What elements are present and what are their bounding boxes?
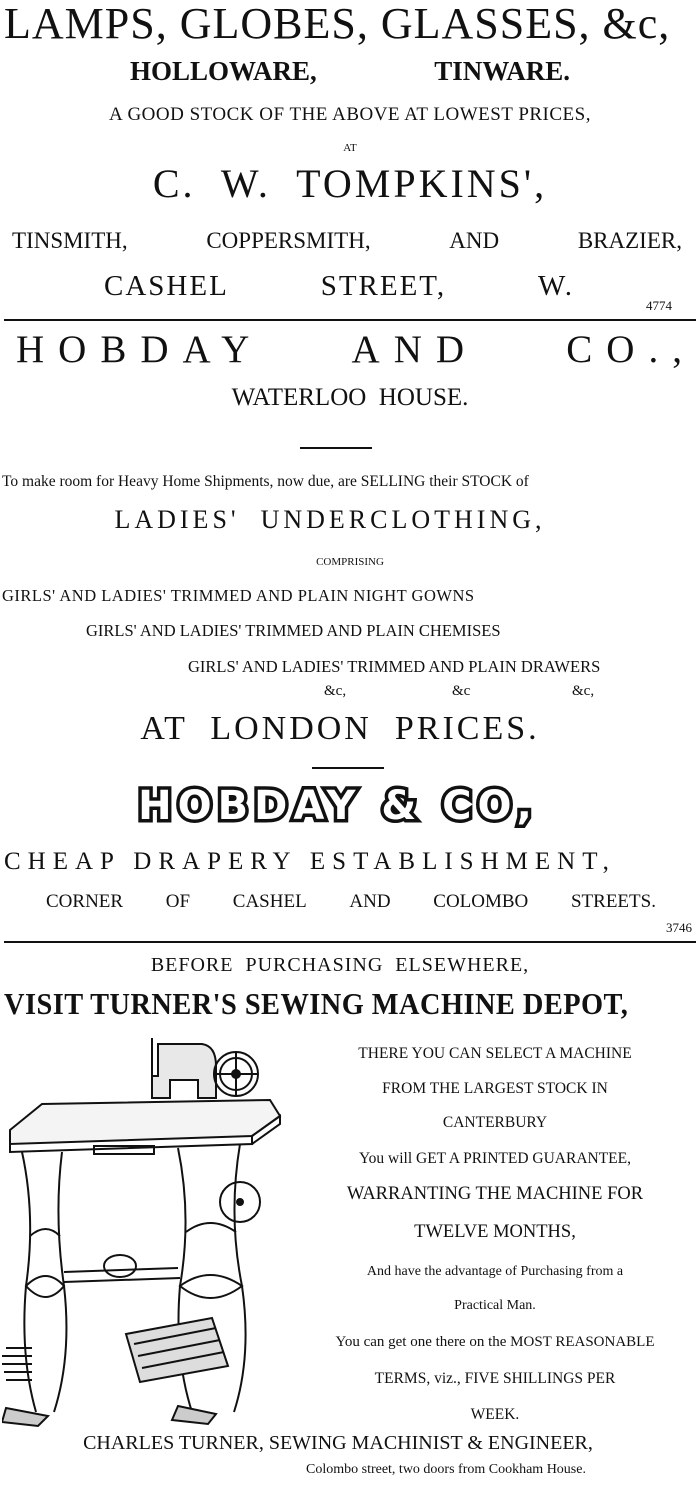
ad3-body-line-3: CANTERBURY	[442, 1114, 548, 1131]
ad2-item-1: GIRLS' AND LADIES' TRIMMED AND PLAIN NIGHT GOWNS	[2, 586, 475, 605]
ad1-subheadline	[130, 56, 570, 87]
trade-tinsmith: TINSMITH,	[12, 228, 128, 253]
corner-word-6: STREETS.	[570, 891, 656, 912]
ad3-lead: BEFORE PURCHASING ELSEWHERE,	[150, 954, 530, 976]
ad3-body-line-8: Practical Man.	[454, 1298, 536, 1313]
ad3-body-line-10: TERMS, viz., FIVE SHILLINGS PER	[374, 1370, 616, 1387]
ad3-location: Colombo street, two doors from Cookham House.	[306, 1462, 586, 1477]
ad3-body-line-2: FROM THE LARGEST STOCK IN	[382, 1080, 608, 1097]
etc-3: &c,	[572, 683, 595, 699]
ad3-body-line-1: THERE YOU CAN SELECT A MACHINE	[358, 1045, 632, 1062]
ad2-prices: AT LONDON PRICES.	[140, 710, 540, 747]
ad1-merchant: C. W. TOMPKINS',	[152, 161, 548, 206]
ad1-stock-line: A GOOD STOCK OF THE ABOVE AT LOWEST PRICES,	[109, 104, 591, 125]
ad1-holloware: HOLLOWARE,	[130, 56, 317, 86]
ad1-at: AT	[343, 142, 357, 154]
ad3-body-line-5: WARRANTING THE MACHINE FOR	[346, 1184, 644, 1204]
ad3-body-line-7: And have the advantage of Purchasing from a	[366, 1264, 624, 1279]
trade-and: AND	[449, 228, 500, 253]
ad2-headline	[16, 327, 696, 372]
ad1-tinware: TINWARE.	[434, 56, 570, 86]
ad2-establishment: CHEAP DRAPERY ESTABLISHMENT,	[4, 848, 616, 875]
ad2-hobday: HOBDAY	[16, 328, 264, 371]
ad2-house: WATERLOO HOUSE.	[231, 384, 469, 411]
corner-word-2: OF	[165, 891, 191, 912]
trade-brazier: BRAZIER,	[577, 228, 682, 253]
ad2-comprising: COMPRISING	[316, 556, 384, 568]
short-divider-2	[312, 767, 384, 769]
address-w: W.	[538, 270, 574, 302]
etc-2: &c	[452, 683, 471, 699]
divider-rule-2	[4, 941, 696, 943]
ad3-proprietor: CHARLES TURNER, SEWING MACHINIST & ENGINEER,	[83, 1432, 593, 1454]
ad3-body-line-11: WEEK.	[470, 1406, 520, 1423]
corner-word-5: COLOMBO	[433, 891, 529, 912]
ad3-body-line-4: You will GET A PRINTED GUARANTEE,	[359, 1150, 631, 1167]
ad2-item-2: GIRLS' AND LADIES' TRIMMED AND PLAIN CHEMISES	[86, 621, 501, 640]
ad3-headline: VISIT TURNER'S SEWING MACHINE DEPOT,	[4, 987, 629, 1021]
ad1-trades	[12, 228, 682, 254]
ad2-co: CO.,	[566, 328, 696, 371]
etc-1: &c,	[324, 683, 347, 699]
address-cashel: CASHEL	[104, 270, 229, 302]
ad3-body-line-9: You can get one there on the MOST REASONABLE	[335, 1334, 655, 1350]
divider-rule	[4, 319, 696, 321]
ad2-reference-number: 3746	[666, 920, 692, 935]
ad2-category: LADIES' UNDERCLOTHING,	[114, 505, 546, 534]
corner-word-4: AND	[349, 891, 391, 912]
short-divider	[300, 447, 372, 449]
ad1-address	[104, 270, 574, 303]
ad3-body-line-6: TWELVE MONTHS,	[414, 1222, 576, 1242]
ad2-intro: To make room for Heavy Home Shipments, now due, are SELLING their STOCK of	[2, 473, 529, 490]
trade-coppersmith: COPPERSMITH,	[206, 228, 371, 253]
ad2-item-3: GIRLS' AND LADIES' TRIMMED AND PLAIN DRAWERS	[188, 657, 601, 676]
ad1-headline: LAMPS, GLOBES, GLASSES, &c,	[4, 0, 671, 48]
ad2-firm-name: HOBDAY & CO,	[138, 783, 538, 829]
corner-word-1: CORNER	[46, 891, 124, 912]
ad1-reference-number: 4774	[646, 298, 672, 313]
ad2-corner	[46, 891, 656, 913]
corner-word-3: CASHEL	[232, 891, 307, 912]
ad2-and: AND	[351, 328, 479, 371]
sewing-machine-illustration	[2, 1036, 284, 1432]
address-street: STREET,	[320, 270, 447, 302]
